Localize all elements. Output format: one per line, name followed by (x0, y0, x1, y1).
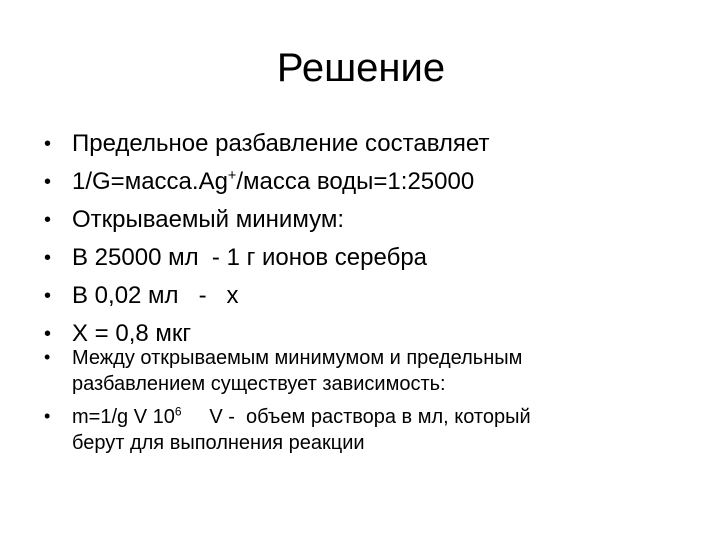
list-item: Х = 0,8 мкг (72, 320, 192, 347)
superscript: + (227, 168, 237, 184)
bullet-marker: • (44, 171, 52, 193)
formula-text: /масса воды=1:25000 (236, 168, 475, 195)
superscript: 6 (174, 404, 182, 419)
bullet-marker: • (44, 133, 52, 155)
bullet-marker: • (44, 347, 51, 367)
list-item (72, 404, 531, 430)
bullet-marker: • (44, 323, 52, 345)
slide-title: Решение (276, 46, 446, 90)
list-item: В 0,02 мл - х (72, 282, 239, 309)
list-item-continuation: берут для выполнения реакции (72, 432, 365, 454)
list-item: Между открываемым минимумом и предельным (72, 347, 523, 369)
formula-text: 1/G=масса.Ag (72, 168, 228, 195)
list-item: Открываемый минимум: (72, 206, 344, 233)
list-item: Предельное разбавление составляет (72, 130, 490, 157)
list-item: В 25000 мл - 1 г ионов серебра (72, 244, 428, 271)
formula-text: V - объем раствора в мл, который (181, 406, 531, 428)
bullet-marker: • (44, 406, 51, 426)
list-item (72, 168, 474, 196)
bullet-marker: • (44, 247, 52, 269)
bullet-marker: • (44, 285, 52, 307)
list-item-continuation: разбавлением существует зависимость: (72, 373, 446, 395)
bullet-marker: • (44, 209, 52, 231)
formula-text: m=1/g V 10 (72, 406, 175, 428)
